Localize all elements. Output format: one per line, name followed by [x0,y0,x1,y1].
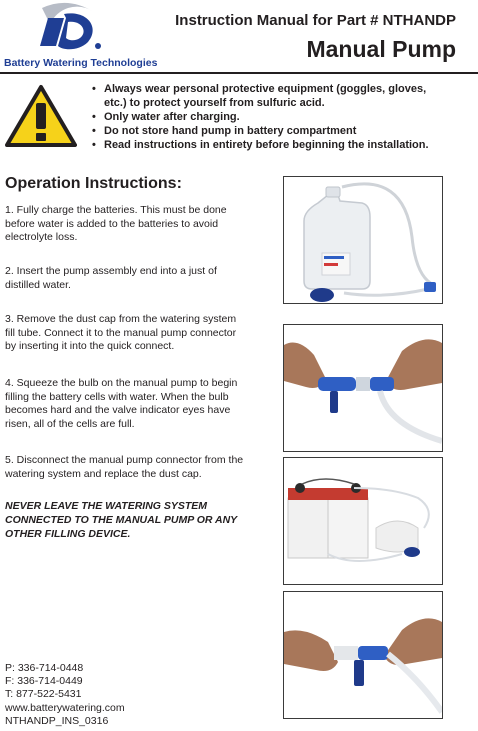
toll-free-number: T: 877-522-5431 [5,688,82,700]
instruction-step: 1. Fully charge the batteries. This must be done before water is added to the batteries to avoid electrolyte loss. [5,204,227,243]
document-code: NTHANDP_INS_0316 [5,715,109,727]
brand-name: Battery Watering Technologies [4,57,158,69]
instruction-step: 5. Disconnect the manual pump connector from the watering system and replace the dust cap. [5,454,244,480]
warning-item: • Do not store hand pump in battery compartment [90,124,450,138]
warning-item: • Always wear personal protective equipment (goggles, gloves, etc.) to protect yourself from sulfuric acid. [90,82,450,110]
warning-item: • Read instructions in entirety before beginning the installation. [90,138,450,152]
instruction-step: 3. Remove the dust cap from the watering system fill tube. Connect it to the manual pump connector by inserting it into the quick connect. [5,313,237,352]
page-title: Manual Pump [306,36,456,62]
document-subtitle: Instruction Manual for Part # NTHANDP [175,12,456,29]
instruction-step: 2. Insert the pump assembly end into a just of distilled water. [5,265,217,291]
photo-connecting-pump [283,324,443,452]
photo-battery-filling [283,457,443,585]
caution-note: NEVER LEAVE THE WATERING SYSTEM CONNECTED TO THE MANUAL PUMP OR ANY OTHER FILLING DEVICE. [5,500,237,540]
safety-warnings [90,82,450,152]
operation-heading: Operation Instructions: [5,175,182,192]
phone-number: P: 336-714-0448 [5,662,84,674]
photo-pump-in-jug [283,176,443,304]
warning-item: • Only water after charging. [90,110,450,124]
header-divider [0,72,478,74]
warning-icon [5,84,77,148]
company-logo [38,2,102,54]
fax-number: F: 336-714-0449 [5,675,83,687]
instruction-step: 4. Squeeze the bulb on the manual pump to begin filling the battery cells with water. When the bulb becomes hard and the valve indicator eyes have risen, all of the cells are full. [5,377,238,430]
website-link[interactable]: www.batterywatering.com [5,702,125,714]
photo-disconnecting-pump [283,591,443,719]
